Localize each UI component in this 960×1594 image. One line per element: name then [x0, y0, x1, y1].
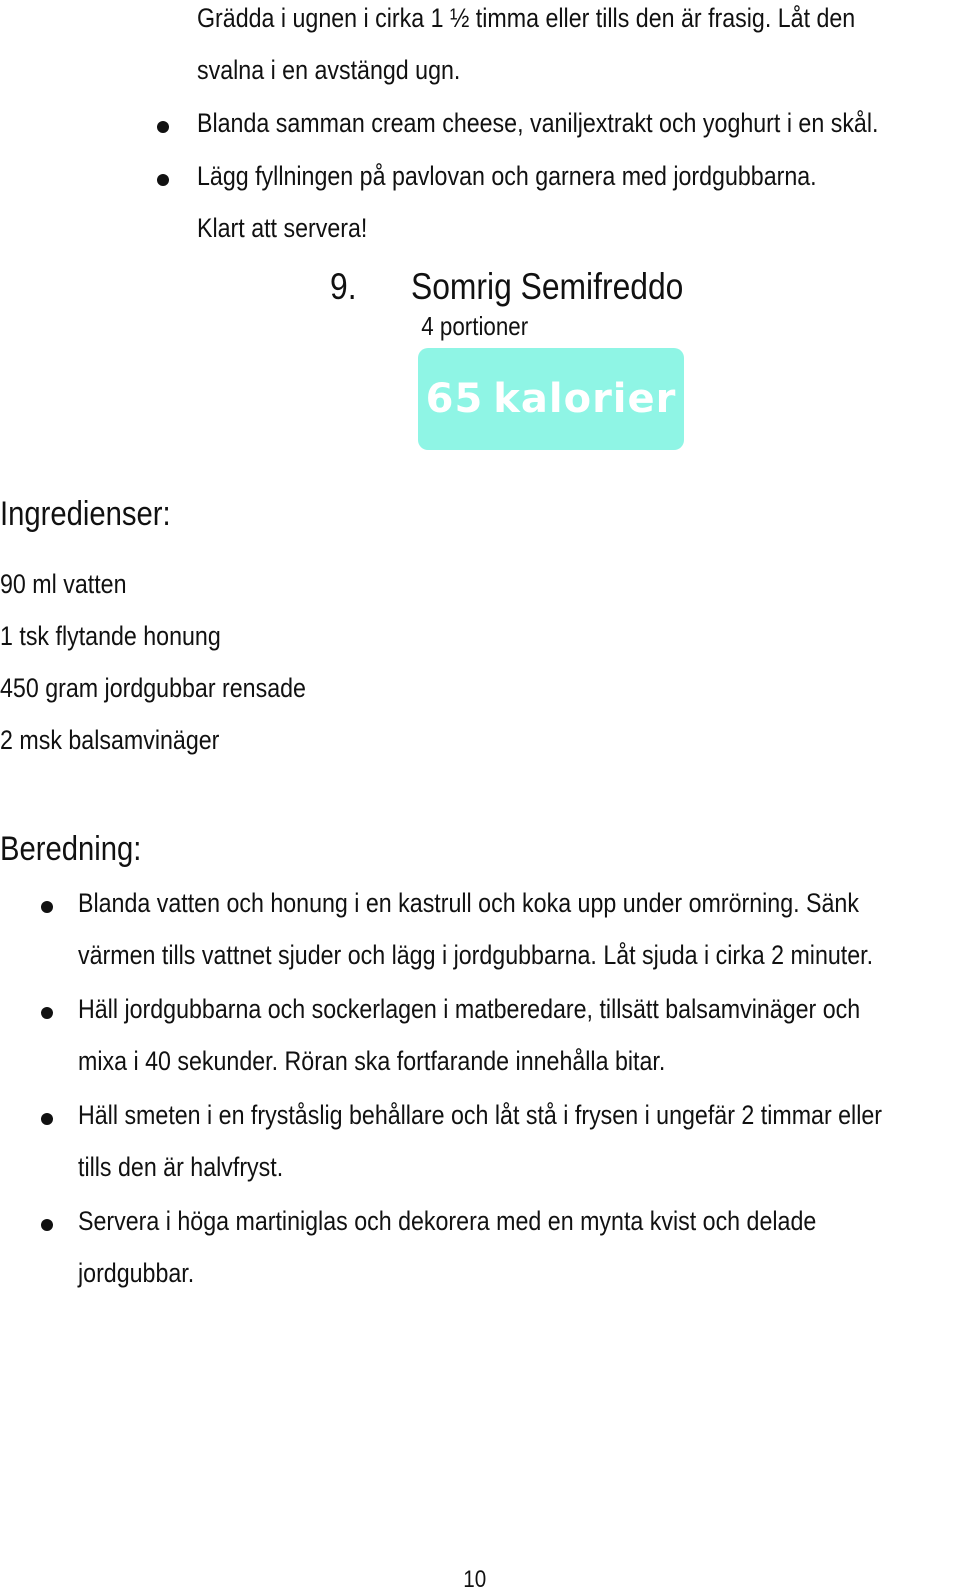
- preparation-step-line: värmen tills vattnet sjuder och lägg i jordgubbarna. Låt sjuda i cirka 2 minuter.: [78, 940, 874, 970]
- preparation-step-line: Blanda vatten och honung i en kastrull och koka upp under omrörning. Sänk: [78, 888, 859, 918]
- bullet-icon: [157, 121, 169, 133]
- bullet-icon: [41, 1007, 53, 1019]
- preparation-step-line: jordgubbar.: [78, 1258, 195, 1288]
- ingredients-heading: Ingredienser:: [0, 495, 171, 533]
- ingredient-item: 2 msk balsamvinäger: [0, 725, 220, 755]
- calorie-badge: [418, 348, 684, 450]
- page-number: 10: [463, 1566, 487, 1593]
- recipe-title: Somrig Semifreddo: [411, 266, 684, 307]
- preparation-step-line: Häll jordgubbarna och sockerlagen i matberedare, tillsätt balsamvinäger och: [78, 994, 861, 1024]
- preparation-step-line: Servera i höga martiniglas och dekorera med en mynta kvist och delade: [78, 1206, 817, 1236]
- ingredient-item: 90 ml vatten: [0, 569, 127, 599]
- calorie-value: 65: [425, 376, 484, 422]
- preparation-step-line: Häll smeten i en fryståslig behållare och låt stå i frysen i ungefär 2 timmar eller: [78, 1100, 883, 1130]
- previous-step-line: svalna i en avstängd ugn.: [197, 55, 461, 85]
- previous-step-line: Grädda i ugnen i cirka 1 ½ timma eller tills den är frasig. Låt den: [197, 3, 856, 33]
- preparation-heading: Beredning:: [0, 830, 142, 868]
- preparation-step-line: tills den är halvfryst.: [78, 1152, 284, 1182]
- recipe-number: 9.: [330, 266, 357, 307]
- preparation-step-line: mixa i 40 sekunder. Röran ska fortfarande innehålla bitar.: [78, 1046, 666, 1076]
- bullet-icon: [41, 901, 53, 913]
- previous-step-line: Blanda samman cream cheese, vaniljextrakt och yoghurt i en skål.: [197, 108, 879, 138]
- ingredient-item: 450 gram jordgubbar rensade: [0, 673, 306, 703]
- bullet-icon: [41, 1219, 53, 1231]
- bullet-icon: [41, 1113, 53, 1125]
- previous-step-line: Lägg fyllningen på pavlovan och garnera med jordgubbarna.: [197, 161, 817, 191]
- bullet-icon: [157, 174, 169, 186]
- previous-step-line: Klart att servera!: [197, 213, 368, 243]
- recipe-portions: 4 portioner: [421, 311, 529, 341]
- ingredient-item: 1 tsk flytande honung: [0, 621, 221, 651]
- calorie-unit: kalorier: [493, 376, 677, 422]
